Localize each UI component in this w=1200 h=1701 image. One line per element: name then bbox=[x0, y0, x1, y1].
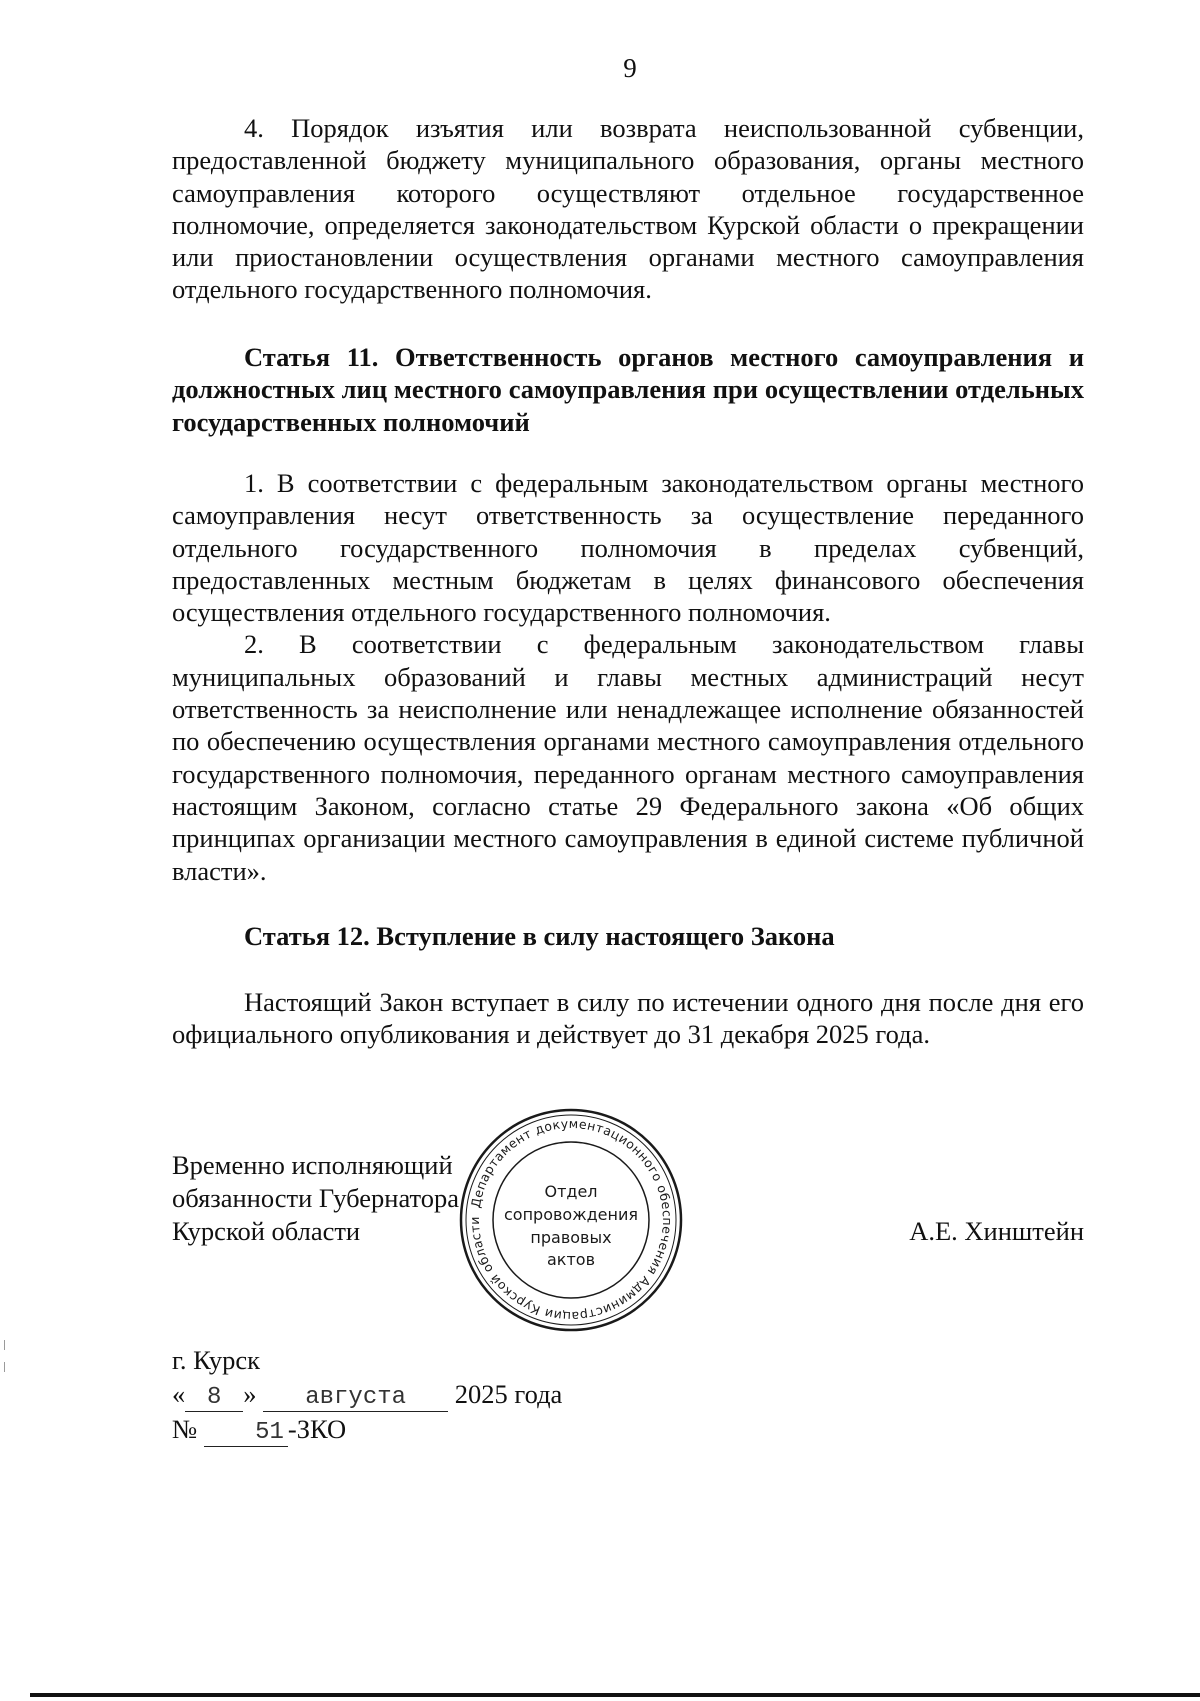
number-prefix: № bbox=[172, 1414, 198, 1444]
place: г. Курск bbox=[172, 1345, 260, 1375]
article-11-heading: Статья 11. Ответственность органов местного самоуправления и должностных лиц местного самоуправления при осуществлении отдельных государственных полномочий bbox=[172, 342, 1084, 437]
date-close-quote: » bbox=[243, 1379, 257, 1409]
stamp-inner-line-4: актов bbox=[546, 1250, 596, 1269]
article-12-body bbox=[172, 986, 1084, 1051]
signatory-title-line-1: Временно исполняющий bbox=[172, 1150, 453, 1180]
date-open-quote: « bbox=[172, 1379, 186, 1409]
number-line bbox=[172, 1412, 562, 1447]
date-line bbox=[172, 1377, 562, 1412]
date-year: 2025 года bbox=[454, 1379, 563, 1409]
article-11-heading-block bbox=[172, 341, 1084, 438]
scan-margin-mark bbox=[4, 1362, 5, 1372]
article-11-body bbox=[172, 467, 1084, 887]
paragraph-4-block bbox=[172, 112, 1084, 306]
article-12-paragraph: Настоящий Закон вступает в силу по истечении одного дня после дня его официального опубликования и действует до 31 декабря 2025 года. bbox=[172, 987, 1084, 1050]
article-11-paragraph-1: 1. В соответствии с федеральным законодательством органы местного самоуправления несут ответственность за осуществление переданного отдельного государственного полномочия в пределах субвенций, предоставленных местным бюджетам в целях финансового обеспечения осуществления отдельного государственного полномочия. bbox=[172, 468, 1084, 628]
stamp-inner-line-1: Отдел bbox=[544, 1182, 598, 1201]
page-number: 9 bbox=[623, 53, 637, 83]
number-value: 51 bbox=[204, 1420, 288, 1447]
scan-bottom-edge bbox=[30, 1693, 1200, 1697]
official-stamp bbox=[456, 1105, 686, 1335]
date-month: августа bbox=[263, 1385, 448, 1412]
stamp-seal-graphic bbox=[456, 1105, 686, 1335]
paragraph-4: 4. Порядок изъятия или возврата неиспользованной субвенции, предоставленной бюджету муниципального образования, органы местного самоуправления которого осуществляют отдельное государственное полномочие, определяется законодательством Курской области о прекращении или приостановлении осуществления органами местного самоуправления отдельного государственного полномочия. bbox=[172, 113, 1084, 305]
place-date-number-block bbox=[172, 1343, 562, 1447]
scan-margin-mark bbox=[4, 1340, 5, 1350]
number-suffix: -ЗКО bbox=[287, 1414, 347, 1444]
article-11-paragraph-2: 2. В соответствии с федеральным законодательством главы муниципальных образований и главы местных администраций несут ответственность за неисполнение или ненадлежащее исполнение обязанностей по обеспечению осуществления органами местного самоуправления отдельного государственного полномочия, переданного органам местного самоуправления настоящим Законом, согласно статье 29 Федерального закона «Об общих принципах организации местного самоуправления в единой системе публичной власти». bbox=[172, 629, 1084, 886]
signatory-title-line-3: Курской области bbox=[172, 1216, 361, 1246]
article-12-heading: Статья 12. Вступление в силу настоящего Закона bbox=[244, 921, 835, 951]
signatory-name: А.Е. Хинштейн bbox=[909, 1216, 1084, 1246]
signatory-title bbox=[172, 1149, 459, 1248]
signatory-title-line-2: обязанности Губернатора bbox=[172, 1183, 460, 1213]
date-day: 8 bbox=[185, 1385, 243, 1412]
stamp-inner-line-2: сопровождения bbox=[503, 1205, 639, 1224]
stamp-inner-line-3: правовых bbox=[530, 1228, 612, 1247]
stamp-outer-text: Департамент документационного обеспечения Администрации Курской области bbox=[466, 1115, 676, 1325]
